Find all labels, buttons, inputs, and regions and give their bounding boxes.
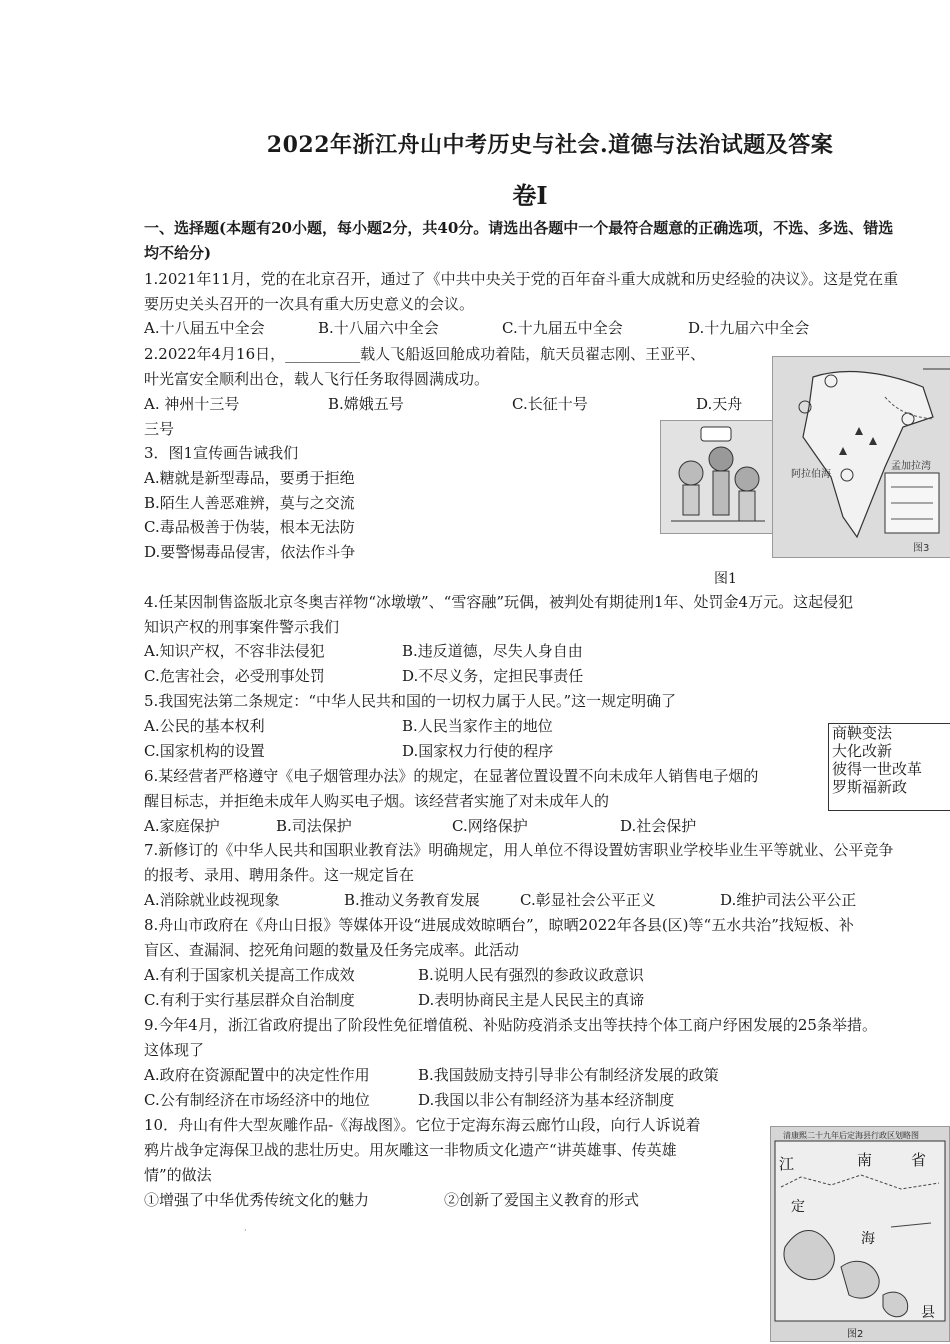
map2-label-xian: 县 [921,1305,935,1321]
question-4-stem-line1: 4.任某因制售盗版北京冬奥吉祥物“冰墩墩”、“雪容融”玩偶，被判处有期徒刑1年、处罚金4万元。这起侵犯 [144,593,854,611]
question-6-option-a: A.家庭保护 [144,817,220,835]
question-2-option-b: B.嫦娥五号 [328,395,404,413]
reform-item: 罗斯福新政 [832,778,908,796]
map2-label-nan: 南 [857,1151,873,1169]
question-6-stem-line1: 6.某经营者严格遵守《电子烟管理办法》的规定，在显著位置设置不向未成年人销售电子烟的 [144,767,759,785]
section-instructions-line1: 一、选择题(本题有20小题，每小题2分，共40分。请选出各题中一个最符合题意的正确选项，不选、多选、错选 [144,219,894,237]
question-9-option-d: D.我国以非公有制经济为基本经济制度 [418,1091,675,1109]
map2-label-jiang: 江 [779,1155,795,1173]
map-label-bay-of-bengal: 孟加拉湾 [891,461,931,472]
dinghai-county-map [771,1127,949,1341]
question-5-option-b: B.人民当家作主的地位 [402,717,553,735]
question-10-option-2: ②创新了爱国主义教育的形式 [444,1191,640,1209]
figure-2-map [770,1126,950,1342]
question-9-option-b: B.我国鼓励支持引导非公有制经济发展的政策 [418,1066,719,1084]
question-9-option-a: A.政府在资源配置中的决定性作用 [144,1066,370,1084]
question-9-stem-line1: 9.今年4月，浙江省政府提出了阶段性免征增值税、补贴防疫消杀支出等扶持个体工商户纾困发展的25条举措。 [144,1016,877,1034]
question-3-option-c: C.毒品极善于伪装，根本无法防 [144,518,355,536]
question-2-stem-line1: 2.2022年4月16日，__________载人飞船返回舱成功着陆，航天员翟志刚、王亚平、 [144,345,706,363]
section-instructions-line2: 均不给分) [144,244,212,262]
section-volume-title: 卷Ⅰ [512,181,548,210]
page-title: 2022年浙江舟山中考历史与社会.道德与法治试题及答案 [266,132,834,158]
question-4-stem-line2: 知识产权的刑事案件警示我们 [144,618,340,636]
question-7-stem-line1: 7.新修订的《中华人民共和国职业教育法》明确规定，用人单位不得设置妨害职业学校毕业生平等就业、公平竞争 [144,841,894,859]
question-4-option-d: D.不尽义务，定担民事责任 [402,667,584,685]
question-6-option-b: B.司法保护 [276,817,352,835]
question-1-option-c: C.十九届五中全会 [502,319,623,337]
question-9-option-c: C.公有制经济在市场经济中的地位 [144,1091,370,1109]
question-4-option-a: A.知识产权，不容非法侵犯 [144,642,325,660]
question-1-stem-line2: 要历史关头召开的一次具有重大历史意义的会议。 [144,295,475,313]
question-4-option-b: B.违反道德，尽失人身自由 [402,642,583,660]
reform-list-box [828,723,950,811]
question-6-option-d: D.社会保护 [620,817,697,835]
question-1-option-d: D.十九届六中全会 [688,319,810,337]
figure-3-caption: 图3 [913,543,930,554]
question-3-stem: 3．图1宣传画告诫我们 [144,444,299,462]
question-7-stem-line2: 的报考、录用、聘用条件。这一规定旨在 [144,866,415,884]
question-6-option-c: C.网络保护 [452,817,528,835]
stray-mark: · [244,1226,247,1235]
question-10-stem-line3: 情”的做法 [144,1166,212,1184]
question-7-option-a: A.消除就业歧视现象 [144,891,280,909]
question-2-option-d: D.天舟 [696,395,743,413]
question-9-stem-line2: 这体现了 [144,1041,205,1059]
map-header: 清康熙二十九年后定海县行政区划略图 [783,1131,919,1140]
question-10-stem-line1: 10．舟山有件大型灰雕作品-《海战图》。它位于定海东海云廊竹山段，向行人诉说着 [144,1116,701,1134]
question-1-option-b: B.十八届六中全会 [318,319,439,337]
reform-item: 商鞅变法 [832,724,893,742]
question-8-option-b: B.说明人民有强烈的参政议政意识 [418,966,644,984]
figure-3-map [772,356,950,558]
figure-1-cartoon [660,420,774,534]
question-10-option-1: ①增强了中华优秀传统文化的魅力 [144,1191,370,1209]
reform-item: 彼得一世改革 [832,760,923,778]
question-8-stem-line2: 盲区、查漏洞、挖死角问题的数量及任务完成率。此活动 [144,941,520,959]
question-6-stem-line2: 醒目标志，并拒绝未成年人购买电子烟。该经营者实施了对未成年人的 [144,792,610,810]
question-8-stem-line1: 8.舟山市政府在《舟山日报》等媒体开设“进展成效晾晒台”，晾晒2022年各县(区)等“五水共治”找短板、补 [144,916,854,934]
question-7-option-b: B.推动义务教育发展 [344,891,480,909]
map2-label-ding: 定 [791,1199,805,1215]
question-1-option-a: A.十八届五中全会 [144,319,265,337]
question-3-option-a: A.糖就是新型毒品，要勇于拒绝 [144,469,355,487]
question-8-option-a: A.有利于国家机关提高工作成效 [144,966,355,984]
question-2-stem-line3: 三号 [144,420,175,438]
question-3-option-b: B.陌生人善恶难辨，莫与之交流 [144,494,355,512]
question-7-option-d: D.维护司法公平公正 [720,891,857,909]
question-5-stem: 5.我国宪法第二条规定：“中华人民共和国的一切权力属于人民。”这一规定明确了 [144,692,677,710]
south-asia-map [773,357,950,557]
question-8-option-d: D.表明协商民主是人民民主的真谛 [418,991,645,1009]
question-5-option-a: A.公民的基本权利 [144,717,265,735]
question-4-option-c: C.危害社会，必受刑事处罚 [144,667,325,685]
question-5-option-d: D.国家权力行使的程序 [402,742,554,760]
figure-2-caption: 图2 [847,1329,864,1340]
question-7-option-c: C.彰显社会公平正义 [520,891,656,909]
cartoon-illustration [661,421,773,533]
question-8-option-c: C.有利于实行基层群众自治制度 [144,991,355,1009]
question-2-stem-line2: 叶光富安全顺利出仓，载人飞行任务取得圆满成功。 [144,370,490,388]
question-10-stem-line2: 鸦片战争定海保卫战的悲壮历史。用灰雕这一非物质文化遗产“讲英雄事、传英雄 [144,1141,677,1159]
map-label-arabian-sea: 阿拉伯海 [791,469,831,480]
question-2-option-c: C.长征十号 [512,395,588,413]
map2-label-sheng: 省 [911,1151,927,1169]
question-1-stem-line1: 1.2021年11月，党的在北京召开，通过了《中共中央关于党的百年奋斗重大成就和历史经验的决议》。这是党在重 [144,270,899,288]
question-5-option-c: C.国家机构的设置 [144,742,265,760]
reform-item: 大化改新 [832,742,893,760]
figure-1-caption: 图1 [714,571,737,587]
question-2-option-a: A. 神州十三号 [144,395,240,413]
map2-label-hai: 海 [861,1231,875,1247]
question-3-option-d: D.要警惕毒品侵害，依法作斗争 [144,543,356,561]
